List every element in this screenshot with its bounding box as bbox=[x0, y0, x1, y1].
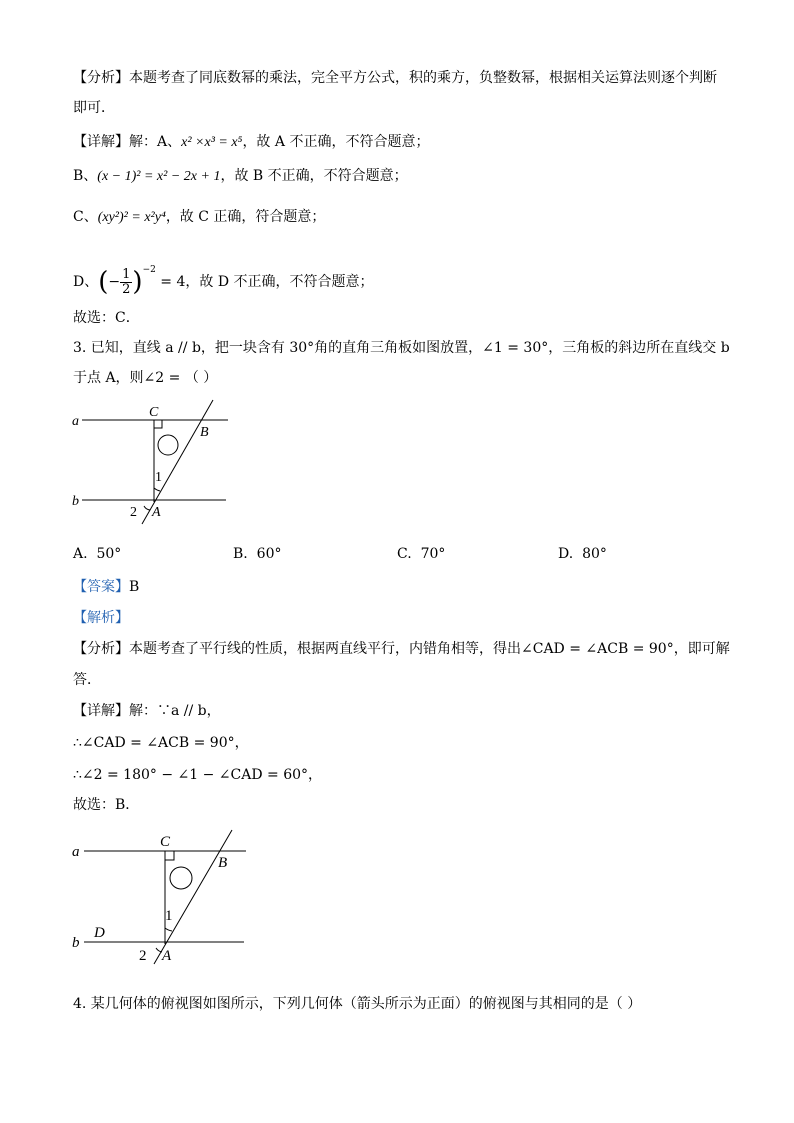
q2-detail-d-fraction bbox=[120, 268, 132, 297]
q3-stem-1: 3. 已知，直线 a // b，把一块含有 30°角的直角三角板如图放置，∠1 = 30°，三角板的斜边所在直线交 b bbox=[73, 340, 730, 356]
fig2-label-apoint: A bbox=[162, 948, 172, 964]
q3-figure-1 bbox=[70, 398, 240, 528]
fig2-label-d: D bbox=[94, 925, 105, 941]
q2-analysis-line-2: 即可． bbox=[73, 100, 115, 116]
fig1-label-apoint: A bbox=[152, 505, 161, 520]
q3-option-a[interactable] bbox=[73, 546, 121, 562]
q3-answer-tag: 【答案】 bbox=[73, 579, 129, 595]
q2-analysis-tag: 【分析】 bbox=[73, 70, 129, 86]
fraction-denominator: 2 bbox=[122, 281, 131, 297]
q2-detail-b-end: ，故 B 不正确，不符合题意； bbox=[220, 168, 408, 184]
q2-detail-d-paren-open: ( bbox=[98, 267, 109, 297]
fig2-label-bpoint: B bbox=[218, 855, 228, 871]
q3-answer bbox=[73, 577, 139, 597]
option-label: A. bbox=[73, 546, 88, 562]
q3-detail-tag: 【详解】 bbox=[73, 703, 129, 719]
q3-option-c[interactable] bbox=[397, 546, 445, 562]
q3-detail-1 bbox=[73, 701, 221, 721]
q2-detail-b-expr: (x − 1)² = x² − 2x + 1 bbox=[97, 169, 221, 184]
q2-detail-d: D、(− $\frac{1}{2}$ )$^{-2}$ = 4，故 D 不正确，不符合题意； bbox=[73, 265, 374, 297]
q2-detail-d-exponent: −2 bbox=[142, 265, 156, 275]
q3-answer-value: B bbox=[129, 579, 140, 595]
fig2-label-b: b bbox=[72, 935, 80, 951]
q2-analysis-line-1 bbox=[73, 68, 717, 88]
q2-detail-tag: 【详解】 bbox=[73, 134, 129, 150]
q3-analysis-2: 答． bbox=[73, 672, 101, 688]
q3-choice: 故选：B． bbox=[73, 797, 140, 813]
fig1-label-1: 1 bbox=[155, 470, 162, 485]
q3-option-b[interactable] bbox=[233, 546, 281, 562]
q2-detail-c bbox=[73, 207, 325, 228]
q3-option-d[interactable] bbox=[558, 546, 607, 562]
fig1-label-bpoint: B bbox=[200, 425, 209, 440]
q2-detail-a bbox=[73, 132, 429, 153]
q3-detail-2: ∴∠CAD = ∠ACB = 90°， bbox=[73, 735, 249, 751]
q4-stem: 4. 某几何体的俯视图如图所示，下列几何体（箭头所示为正面）的俯视图与其相同的是（ ） bbox=[73, 996, 642, 1012]
q2-detail-a-end: ，故 A 不正确，不符合题意； bbox=[242, 134, 430, 150]
option-label: C. bbox=[397, 546, 412, 562]
q2-detail-c-end: ，故 C 正确，符合题意； bbox=[165, 209, 326, 225]
q2-choice: 故选：C． bbox=[73, 310, 140, 326]
q2-analysis-text: 本题考查了同底数幂的乘法，完全平方公式，积的乘方，负整数幂，根据相关运算法则逐个判断 bbox=[129, 70, 717, 86]
q3-detail-3: ∴∠2 = 180° − ∠1 − ∠CAD = 60°， bbox=[73, 767, 323, 783]
q2-detail-a-expr: x² ×x³ = x⁵ bbox=[181, 135, 243, 150]
fig1-label-2: 2 bbox=[130, 505, 137, 520]
option-label: B. bbox=[233, 546, 248, 562]
option-value: 80° bbox=[582, 546, 607, 562]
q3-analysis-tag: 【分析】 bbox=[73, 641, 129, 657]
fig1-label-a: a bbox=[72, 414, 79, 429]
q2-detail-d-tail: = 4 bbox=[160, 274, 186, 290]
q2-detail-d-paren-close: ) bbox=[132, 267, 143, 297]
q3-explain-tag: 【解析】 bbox=[73, 610, 129, 626]
fig2-label-1: 1 bbox=[165, 908, 173, 924]
fig1-label-c: C bbox=[149, 405, 159, 420]
option-value: 70° bbox=[420, 546, 446, 562]
q2-detail-b bbox=[73, 166, 408, 187]
fig2-label-a: a bbox=[72, 844, 80, 860]
q3-figure-2 bbox=[68, 828, 253, 968]
q2-detail-intro: 解：A、 bbox=[129, 134, 182, 150]
q2-detail-c-prefix: C、 bbox=[73, 209, 98, 225]
fig2-label-c: C bbox=[160, 834, 171, 850]
option-value: 50° bbox=[96, 546, 122, 562]
option-label: D. bbox=[558, 546, 574, 562]
option-value: 60° bbox=[256, 546, 282, 562]
fig1-label-b: b bbox=[72, 494, 79, 509]
fig2-label-2: 2 bbox=[139, 948, 147, 964]
q3-analysis-text: 本题考查了平行线的性质，根据两直线平行，内错角相等，得出∠CAD = ∠ACB = 90°，即可解 bbox=[129, 641, 730, 657]
q2-detail-d-prefix: D、 bbox=[73, 274, 99, 290]
q2-detail-b-prefix: B、 bbox=[73, 168, 98, 184]
q3-stem-2: 于点 A，则∠2 = （ ） bbox=[73, 370, 218, 386]
q3-detail-1-text: 解：∵a // b， bbox=[129, 703, 221, 719]
q2-detail-d-end: ，故 D 不正确，不符合题意； bbox=[185, 274, 374, 290]
q3-analysis-1 bbox=[73, 639, 730, 659]
q2-detail-c-expr: (xy²)² = x²y⁴ bbox=[97, 210, 166, 225]
fraction-numerator: 1 bbox=[122, 266, 131, 282]
